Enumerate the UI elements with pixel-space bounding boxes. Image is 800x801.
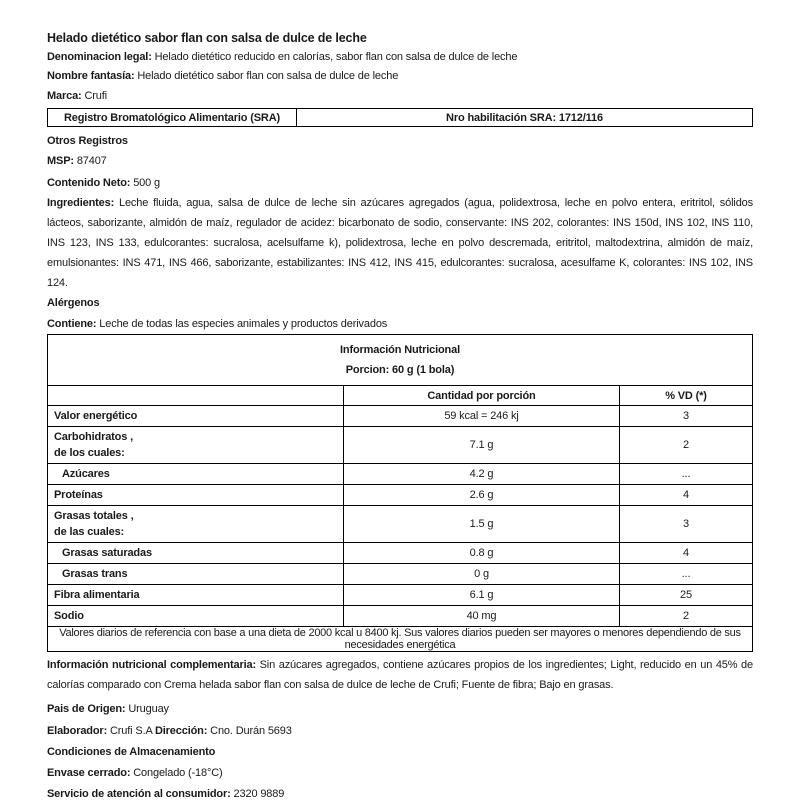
column-cantidad: Cantidad por porción xyxy=(344,386,620,406)
row-vd: ... xyxy=(620,464,753,485)
elaborador xyxy=(47,725,753,738)
row-name-main: Carbohidratos , xyxy=(54,431,134,443)
contiene xyxy=(47,318,753,331)
marca-label: Marca: xyxy=(47,90,82,102)
row-vd: 25 xyxy=(620,585,753,606)
alergenos-heading: Alérgenos xyxy=(47,297,100,309)
column-blank xyxy=(48,386,344,406)
row-vd: 3 xyxy=(620,506,753,543)
denominacion-label: Denominacion legal: xyxy=(47,51,152,63)
row-vd: 4 xyxy=(620,543,753,564)
row-name: Proteínas xyxy=(48,485,344,506)
sra-right-cell: Nro habilitación SRA: 1712/116 xyxy=(297,109,753,127)
table-row xyxy=(48,506,753,543)
row-qty: 40 mg xyxy=(344,606,620,627)
fantasia-label: Nombre fantasía: xyxy=(47,70,135,82)
row-qty: 0.8 g xyxy=(344,543,620,564)
ingredientes-value: Leche fluida, agua, salsa de dulce de leche sin azúcares agregados (agua, polidextrosa, leche en polvo entera, eritritol, sólidos lácteos, saborizante, almidón de maíz, regulador de acidez: bicarbonato de sodio, conservante: INS 202, colorantes: INS 150d, INS 102, INS 110, INS 123, INS 133, edulcorantes: sucralosa, acelsulfame k), polidextrosa, leche en polvo descremada, eritritol, maltodextrina, almidón de maíz, emulsionantes: INS 471, INS 466, saborizante, estabilizantes: INS 412, INS 415, edulcorantes: sucralosa, acesulfame K, colorantes: INS 102, INS 124. xyxy=(47,197,754,289)
row-name-sub: de los cuales: xyxy=(54,447,125,459)
row-vd: 2 xyxy=(620,427,753,464)
pais-origen xyxy=(47,703,753,716)
pais-value: Uruguay xyxy=(128,703,169,715)
column-vd: % VD (*) xyxy=(620,386,753,406)
contenido-neto xyxy=(47,177,753,190)
msp-label: MSP: xyxy=(47,155,74,167)
table-row xyxy=(48,464,753,485)
otros-registros-heading: Otros Registros xyxy=(47,135,128,147)
contenido-value: 500 g xyxy=(133,177,160,189)
servicio-consumidor xyxy=(47,788,753,801)
row-name: Sodio xyxy=(48,606,344,627)
msp xyxy=(47,155,753,168)
row-qty: 2.6 g xyxy=(344,485,620,506)
row-qty: 6.1 g xyxy=(344,585,620,606)
servicio-label: Servicio de atención al consumidor: xyxy=(47,788,231,800)
product-title: Helado dietético sabor flan con salsa de dulce de leche xyxy=(47,31,367,45)
row-vd: 3 xyxy=(620,406,753,427)
fantasia-value: Helado dietético sabor flan con salsa de dulce de leche xyxy=(137,70,399,82)
informacion-complementaria xyxy=(47,655,753,695)
row-name: Fibra alimentaria xyxy=(48,585,344,606)
row-name: Grasas trans xyxy=(48,564,344,585)
nutrition-header xyxy=(48,335,753,386)
denominacion-value: Helado dietético reducido en calorías, sabor flan con salsa de dulce de leche xyxy=(154,51,518,63)
complementaria-value: Sin azúcares agregados, contiene azúcares propios de los ingredientes; Light, reducido en un 45% de calorías comparado con Crema helada sabor flan con salsa de dulce de leche de Crufi; Fuente de fibra; Bajo en grasas. xyxy=(47,659,753,691)
row-vd: 4 xyxy=(620,485,753,506)
row-vd: 2 xyxy=(620,606,753,627)
contenido-label: Contenido Neto: xyxy=(47,177,131,189)
nombre-fantasia xyxy=(47,70,753,83)
nutrition-footnote: Valores diarios de referencia con base a una dieta de 2000 kcal u 8400 kj. Sus valores diarios pueden ser mayores o menores dependiendo de sus necesidades energética xyxy=(48,627,753,652)
row-qty: 1.5 g xyxy=(344,506,620,543)
table-row xyxy=(48,564,753,585)
condiciones-heading: Condiciones de Almacenamiento xyxy=(47,746,216,758)
table-row xyxy=(48,485,753,506)
row-vd: ... xyxy=(620,564,753,585)
marca-value: Crufi xyxy=(84,90,107,102)
nutrition-title: Información Nutricional xyxy=(339,344,460,356)
elaborador-value: Crufi S.A xyxy=(110,725,153,737)
ingredientes xyxy=(47,193,753,293)
table-row xyxy=(48,406,753,427)
direccion-value: Cno. Durán 5693 xyxy=(210,725,292,737)
row-name: Grasas saturadas xyxy=(48,543,344,564)
envase-value: Congelado (-18°C) xyxy=(133,767,223,779)
direccion-label: Dirección: xyxy=(154,725,208,737)
row-name: Azúcares xyxy=(48,464,344,485)
row-name-main: Grasas totales , xyxy=(54,510,134,522)
table-row xyxy=(48,427,753,464)
marca xyxy=(47,90,753,103)
msp-value: 87407 xyxy=(76,155,107,167)
contiene-value: Leche de todas las especies animales y productos derivados xyxy=(99,318,388,330)
ingredientes-label: Ingredientes: xyxy=(47,197,115,209)
nutrition-table xyxy=(47,334,753,652)
row-qty: 0 g xyxy=(344,564,620,585)
row-name-sub: de las cuales: xyxy=(54,526,125,538)
product-sheet xyxy=(47,26,753,801)
row-qty: 59 kcal = 246 kj xyxy=(344,406,620,427)
row-name: Valor energético xyxy=(48,406,344,427)
nutrition-portion: Porcion: 60 g (1 bola) xyxy=(345,364,455,376)
complementaria-label: Información nutricional complementaria: xyxy=(47,659,256,671)
table-row xyxy=(48,606,753,627)
pais-label: Pais de Origen: xyxy=(47,703,126,715)
sra-table xyxy=(47,108,753,127)
servicio-value: 2320 9889 xyxy=(233,788,285,800)
envase-cerrado xyxy=(47,767,753,780)
sra-left-cell: Registro Bromatológico Alimentario (SRA) xyxy=(48,109,297,127)
table-row xyxy=(48,585,753,606)
row-name xyxy=(48,427,344,464)
row-name xyxy=(48,506,344,543)
row-qty: 4.2 g xyxy=(344,464,620,485)
row-qty: 7.1 g xyxy=(344,427,620,464)
elaborador-label: Elaborador: xyxy=(47,725,108,737)
contiene-label: Contiene: xyxy=(47,318,97,330)
table-row xyxy=(48,543,753,564)
envase-label: Envase cerrado: xyxy=(47,767,131,779)
denominacion-legal xyxy=(47,51,753,64)
